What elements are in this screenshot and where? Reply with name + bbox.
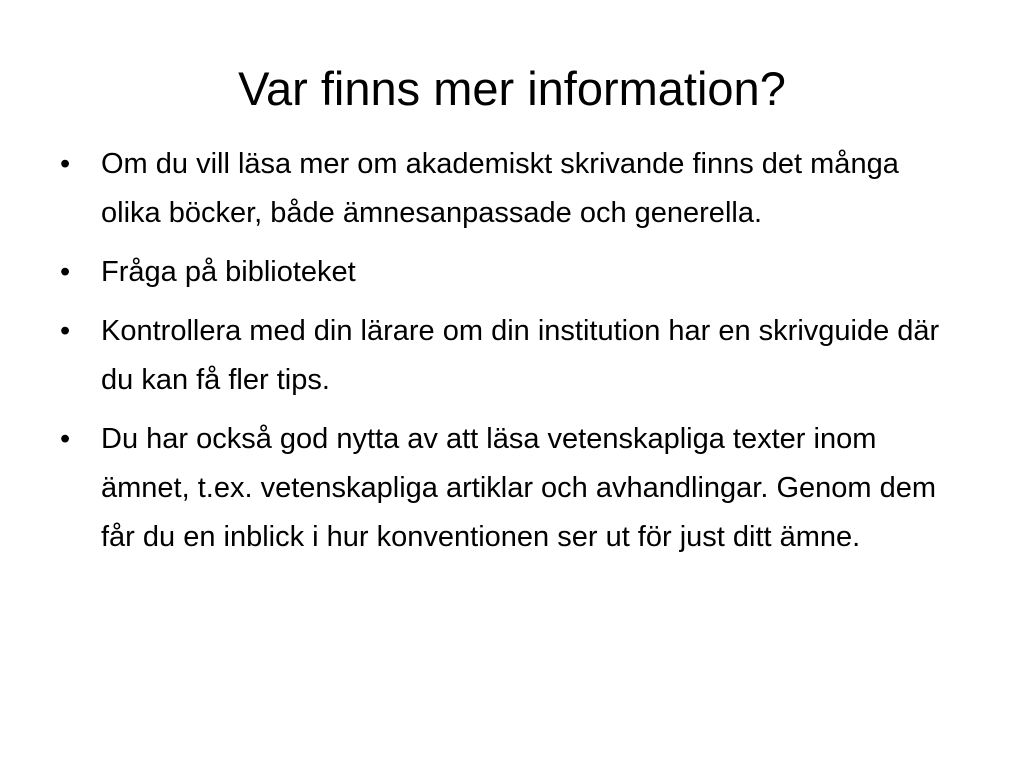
bullet-dot-icon: • bbox=[60, 256, 71, 288]
list-item bbox=[56, 140, 956, 238]
bullet-dot-icon: • bbox=[60, 423, 71, 455]
bullet-dot-icon: • bbox=[60, 315, 71, 347]
bullet-text: Om du vill läsa mer om akademiskt skrivande finns det många olika böcker, både ämnesanpassade och generella. bbox=[101, 148, 899, 229]
bullet-dot-icon: • bbox=[60, 148, 71, 180]
list-item bbox=[56, 248, 956, 297]
bullet-list bbox=[56, 140, 956, 572]
list-item bbox=[56, 415, 956, 562]
bullet-text: Fråga på biblioteket bbox=[101, 256, 356, 288]
bullet-text: Kontrollera med din lärare om din institution har en skrivguide där du kan få fler tips. bbox=[101, 315, 940, 396]
list-item bbox=[56, 307, 956, 405]
bullet-text: Du har också god nytta av att läsa vetenskapliga texter inom ämnet, t.ex. vetenskapliga artiklar och avhandlingar. Genom dem får du en inblick i hur konventionen ser ut för just ditt ämne. bbox=[101, 423, 937, 553]
slide-title: Var finns mer information? bbox=[238, 62, 786, 115]
